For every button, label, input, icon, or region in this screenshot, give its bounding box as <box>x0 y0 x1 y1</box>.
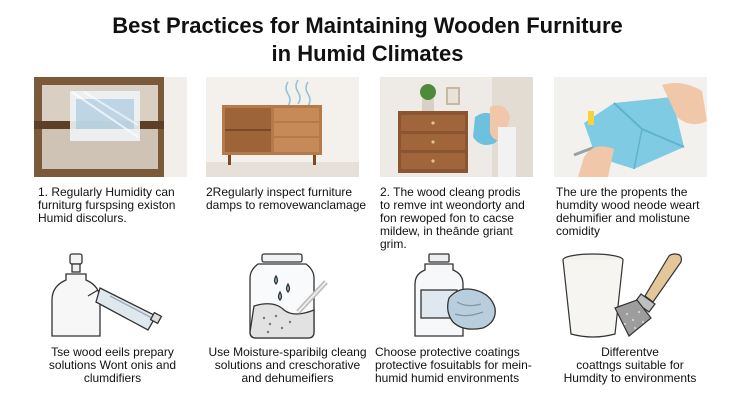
caption-line: Use Moisture-sparibilg cleang <box>208 345 367 359</box>
caption-line: humdity wood neode weart <box>556 198 700 212</box>
caption-line: clumdifiers <box>83 371 142 385</box>
illustration-caption-1 <box>30 346 195 385</box>
cup-brush-icon <box>555 252 705 342</box>
photo-caption-4 <box>556 186 721 238</box>
caption-line: furniturg furspsing existon <box>38 198 176 212</box>
caption-line: 2. The wood cleang prodis <box>380 185 521 199</box>
caption-line: 1. Regularly Humidity can <box>38 185 175 199</box>
caption-line: to remve int weondorty and <box>380 198 525 212</box>
caption-line: The ure the propents the <box>556 185 688 199</box>
caption-line: damps to removewanclamage <box>206 198 367 212</box>
caption-line: fon rewoped fon to cacse <box>380 211 515 225</box>
caption-line: grim. <box>380 237 407 251</box>
caption-line: Choose protective coatings <box>375 345 520 359</box>
shelf-dehumidifier-photo <box>34 77 187 177</box>
title-line-2: in Humid Climates <box>271 41 464 66</box>
photo-caption-2 <box>206 186 376 212</box>
caption-line: comidity <box>556 224 601 238</box>
caption-line: Humid discolurs. <box>38 211 127 225</box>
caption-line: mildew, in theānde griant <box>380 224 513 238</box>
cloth-wipe-photo <box>554 77 707 177</box>
caption-line: solutions Wont onis and <box>48 358 177 372</box>
page-title <box>0 12 735 68</box>
coating-bottle-icon <box>385 252 535 342</box>
illustration-caption-2 <box>200 346 375 385</box>
caption-line: humid humid environments <box>375 371 520 385</box>
caption-line: Tse wood eeils prepary <box>51 345 174 359</box>
cleaning-dresser-photo <box>380 77 533 177</box>
caption-line: protective fosuitabls for mein- <box>375 358 532 372</box>
caption-line: dehumifier and molistune <box>556 211 691 225</box>
illustration-caption-4 <box>545 346 715 385</box>
caption-line: Differentve <box>601 345 659 359</box>
title-line-1: Best Practices for Maintaining Wooden Furniture <box>112 13 623 38</box>
caption-line: and dehumeifiers <box>241 371 334 385</box>
photo-caption-1 <box>38 186 198 225</box>
spray-bottle-icon <box>40 252 190 342</box>
photo-caption-3 <box>380 186 545 251</box>
caption-line: solutions and creschorative <box>214 358 361 372</box>
caption-line: Humdity to environments <box>563 371 697 385</box>
caption-line: coattngs suitable for <box>576 358 684 372</box>
moisture-jar-icon <box>210 252 360 342</box>
caption-line: 2Regularly inspect furniture <box>206 185 353 199</box>
sideboard-photo <box>206 77 359 177</box>
illustration-caption-3 <box>375 346 545 385</box>
